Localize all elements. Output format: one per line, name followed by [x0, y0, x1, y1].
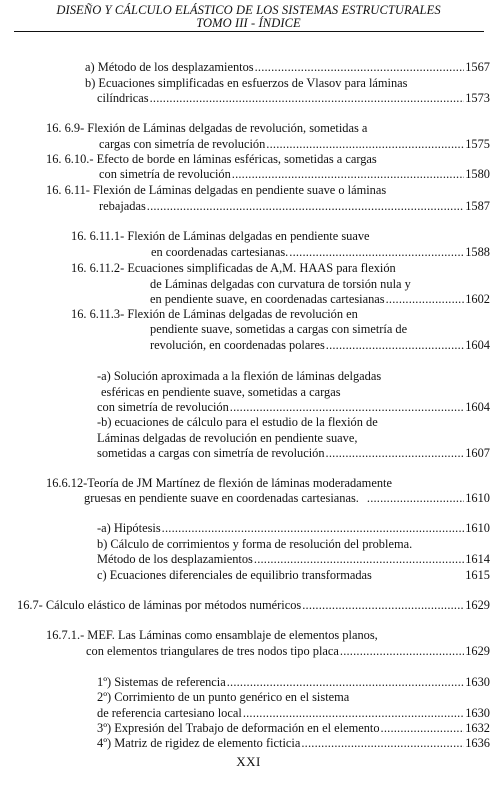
dot-leader	[230, 400, 464, 414]
dot-leader	[147, 199, 464, 213]
entry-page: 1630	[465, 675, 490, 689]
toc-entry	[150, 338, 490, 352]
dot-leader	[232, 167, 464, 181]
entry-page: 1629	[465, 598, 490, 612]
entry-page: 1632	[465, 721, 490, 735]
toc-entry: pendiente suave, sometidas a cargas con simetría de	[150, 322, 408, 336]
toc-entry: 16. 6.11.3- Flexión de Láminas delgadas de revolución en	[71, 307, 358, 321]
toc-entry: 16.6.12-Teoría de JM Martínez de flexión de láminas moderadamente	[46, 476, 392, 490]
entry-page: 1614	[465, 552, 490, 566]
toc-entry: b) Cálculo de corrimientos y forma de resolución del problema.	[97, 537, 413, 551]
dot-leader	[243, 706, 464, 720]
dot-leader	[302, 598, 464, 612]
dot-leader	[266, 137, 464, 151]
dot-leader	[289, 245, 464, 259]
entry-title: 16.7- Cálculo elástico de láminas por métodos numéricos	[17, 598, 302, 612]
toc-entry	[151, 245, 490, 259]
entry-page: 1604	[465, 338, 490, 352]
running-header	[0, 4, 497, 30]
header-title: DISEÑO Y CÁLCULO ELÁSTICO DE LOS SISTEMAS ESTRUCTURALES	[56, 3, 441, 17]
toc-entry	[97, 568, 490, 582]
entry-page: 1575	[465, 137, 490, 151]
toc-entry	[99, 137, 490, 151]
entry-title: 1º) Sistemas de referencia	[97, 675, 226, 689]
header-subtitle: TOMO III - ÍNDICE	[196, 16, 301, 30]
dot-leader	[150, 91, 465, 105]
toc-entry	[97, 91, 490, 105]
entry-page: 1573	[465, 91, 490, 105]
entry-title: cilíndricas	[97, 91, 149, 105]
toc-entry: 16. 6.11.1- Flexión de Láminas delgadas en pendiente suave	[71, 229, 370, 243]
entry-page: 1615	[465, 568, 490, 582]
entry-page: 1610	[465, 491, 490, 505]
entry-title: con simetría de revolución	[99, 167, 231, 181]
entry-title: cargas con simetría de revolución	[99, 137, 266, 151]
toc-entry	[97, 552, 490, 566]
entry-title: 3º) Expresión del Trabajo de deformación en el elemento	[97, 721, 380, 735]
toc-entry	[99, 199, 490, 213]
entry-title: a) Método de los desplazamientos	[85, 60, 254, 74]
entry-title: Método de los desplazamientos	[97, 552, 253, 566]
toc-entry	[84, 491, 490, 505]
toc-entry	[85, 60, 490, 74]
entry-title: rebajadas	[99, 199, 146, 213]
toc-entry: -a) Solución aproximada a la flexión de láminas delgadas	[97, 369, 382, 383]
toc-entry: 16. 6.9- Flexión de Láminas delgadas de revolución, sometidas a	[46, 121, 368, 135]
dot-leader	[227, 675, 464, 689]
entry-title: 4º) Matriz de rigidez de elemento ficticia	[97, 736, 301, 750]
toc-entry	[97, 521, 490, 535]
dot-leader	[386, 292, 465, 306]
entry-page: 1610	[465, 521, 490, 535]
toc-entry	[97, 400, 490, 414]
toc-entry: b) Ecuaciones simplificadas en esfuerzos de Vlasov para láminas	[85, 76, 408, 90]
toc-entry	[86, 644, 490, 658]
toc-entry: -b) ecuaciones de cálculo para el estudio de la flexión de	[97, 415, 378, 429]
entry-title: sometidas a cargas con simetría de revolución	[97, 446, 325, 460]
toc-entry	[97, 706, 490, 720]
dot-leader	[326, 446, 465, 460]
toc-entry	[97, 736, 490, 750]
entry-title: con simetría de revolución	[97, 400, 229, 414]
entry-title: -a) Hipótesis	[97, 521, 161, 535]
dot-leader	[254, 552, 464, 566]
dot-leader	[367, 491, 464, 505]
toc-entry	[97, 721, 490, 735]
entry-page: 1567	[465, 60, 490, 74]
dot-leader	[301, 736, 464, 750]
toc-entry: Láminas delgadas de revolución en pendiente suave,	[97, 431, 358, 445]
page-number: XXI	[236, 754, 261, 769]
dot-leader	[162, 521, 465, 535]
toc-entry	[150, 292, 490, 306]
entry-page: 1580	[465, 167, 490, 181]
entry-page: 1636	[465, 736, 490, 750]
toc-entry	[17, 598, 490, 612]
toc-entry: 16. 6.10.- Efecto de borde en láminas esféricas, sometidas a cargas	[46, 152, 377, 166]
entry-page: 1588	[465, 245, 490, 259]
toc-entry: 2º) Corrimiento de un punto genérico en el sistema	[97, 690, 350, 704]
entry-page: 1604	[465, 400, 490, 414]
entry-title: de referencia cartesiano local	[97, 706, 242, 720]
entry-title: gruesas en pendiente suave en coordenadas cartesianas.	[84, 491, 359, 505]
dot-leader	[381, 721, 465, 735]
entry-title: con elementos triangulares de tres nodos tipo placa	[86, 644, 339, 658]
header-divider	[14, 31, 484, 32]
toc-entry	[99, 167, 490, 181]
entry-page: 1629	[465, 644, 490, 658]
entry-title: c) Ecuaciones diferenciales de equilibrio transformadas	[97, 568, 372, 582]
toc-entry	[97, 675, 490, 689]
dot-leader	[255, 60, 465, 74]
entry-page: 1630	[465, 706, 490, 720]
entry-page: 1587	[465, 199, 490, 213]
dot-leader	[326, 338, 464, 352]
entry-page: 1607	[465, 446, 490, 460]
toc-entry: 16. 6.11.2- Ecuaciones simplificadas de A,M. HAAS para flexión	[71, 261, 396, 275]
toc-entry: 16. 6.11- Flexión de Láminas delgadas en pendiente suave o láminas	[46, 183, 387, 197]
entry-page: 1602	[465, 292, 490, 306]
entry-title: en pendiente suave, en coordenadas cartesianas	[150, 292, 385, 306]
toc-entry: 16.7.1.- MEF. Las Láminas como ensamblaje de elementos planos,	[46, 628, 378, 642]
toc-entry	[97, 446, 490, 460]
entry-title: revolución, en coordenadas polares	[150, 338, 325, 352]
toc-entry: de Láminas delgadas con curvatura de torsión nula y	[150, 277, 411, 291]
entry-title: en coordenadas cartesianas.	[151, 245, 289, 259]
toc-entry: esféricas en pendiente suave, sometidas a cargas	[101, 385, 341, 399]
dot-leader	[340, 644, 464, 658]
